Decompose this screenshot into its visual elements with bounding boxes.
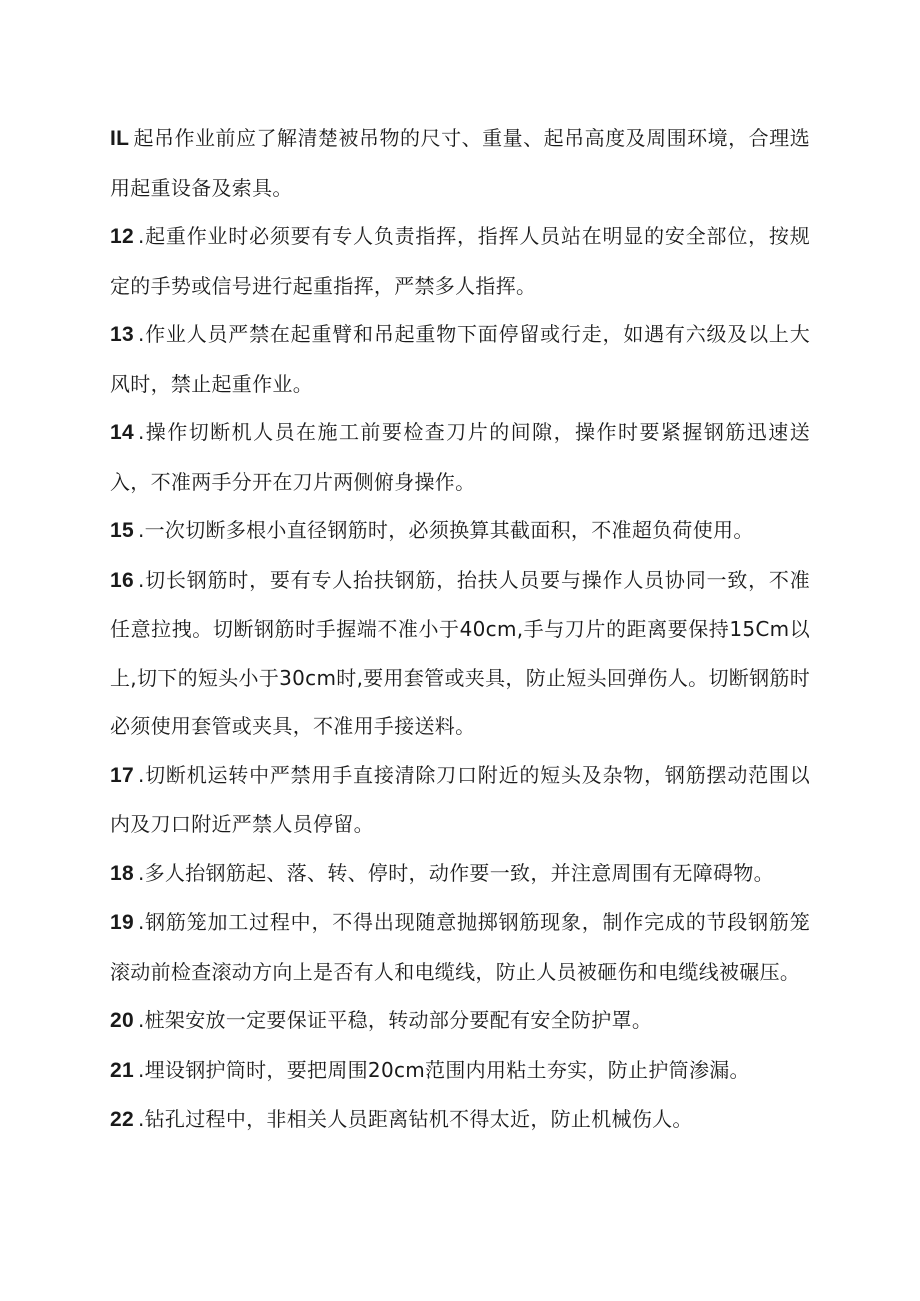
item-number: 16 xyxy=(110,568,134,592)
item-text: .埋设钢护筒时，要把周围20cm范围内用粘土夯实，防止护筒渗漏。 xyxy=(137,1057,750,1082)
item-text: .操作切断机人员在施工前要检查刀片的间隙，操作时要紧握钢筋迅速送入，不准两手分开在刀片两侧俯身操作。 xyxy=(110,420,810,494)
item-text: 起吊作业前应了解清楚被吊物的尺寸、重量、起吊高度及周围环境，合理选用起重设备及索具。 xyxy=(110,126,810,200)
item-number: 14 xyxy=(110,421,134,444)
item-number: 19 xyxy=(110,911,134,934)
item-text: .起重作业时必须要有专人负责指挥，指挥人员站在明显的安全部位，按规定的手势或信号进行起重指挥，严禁多人指挥。 xyxy=(110,224,810,298)
item-number: 17 xyxy=(110,763,134,787)
item-number: 22 xyxy=(110,1108,134,1131)
item-number: 12 xyxy=(110,225,134,248)
item-number: 20 xyxy=(110,1009,134,1032)
item-text: .钻孔过程中，非相关人员距离钻机不得太近，防止机械伤人。 xyxy=(137,1107,693,1131)
item-text: .切长钢筋时，要有专人抬扶钢筋，抬扶人员要与操作人员协同一致，不准任意拉拽。切断钢筋时手握端不准小于40cm,手与刀片的距离要保持15Cm以上,切下的短头小于30cm时,要用套管或夹具，防止短头回弹伤人。切断钢筋时必须使用套管或夹具，不准用手接送料。 xyxy=(110,567,810,738)
list-item xyxy=(110,898,810,996)
item-number: 18 xyxy=(110,861,134,885)
item-text: .多人抬钢筋起、落、转、停时，动作要一致，并注意周围有无障碍物。 xyxy=(137,860,774,885)
list-item xyxy=(110,849,810,899)
item-text: .钢筋笼加工过程中，不得出现随意抛掷钢筋现象，制作完成的节段钢筋笼滚动前检查滚动方向上是否有人和电缆线，防止人员被砸伤和电缆线被碾压。 xyxy=(110,910,810,984)
list-item xyxy=(110,1046,810,1096)
item-number: IL xyxy=(110,127,130,150)
item-number: 21 xyxy=(110,1058,134,1082)
item-number: 15 xyxy=(110,519,134,542)
list-item xyxy=(110,310,810,408)
item-text: .切断机运转中严禁用手直接清除刀口附近的短头及杂物，钢筋摆动范围以内及刀口附近严禁人员停留。 xyxy=(110,762,810,836)
list-item xyxy=(110,212,810,310)
document-page xyxy=(110,114,810,1145)
item-text: .作业人员严禁在起重臂和吊起重物下面停留或行走，如遇有六级及以上大风时，禁止起重作业。 xyxy=(110,322,810,396)
list-item xyxy=(110,1095,810,1145)
list-item xyxy=(110,114,810,212)
list-item xyxy=(110,506,810,556)
item-number: 13 xyxy=(110,323,134,346)
list-item xyxy=(110,996,810,1046)
item-text: .桩架安放一定要保证平稳，转动部分要配有安全防护罩。 xyxy=(137,1008,653,1032)
item-text: .一次切断多根小直径钢筋时，必须换算其截面积，不准超负荷使用。 xyxy=(137,518,754,542)
list-item xyxy=(110,751,810,849)
list-item xyxy=(110,408,810,506)
list-item xyxy=(110,556,810,751)
